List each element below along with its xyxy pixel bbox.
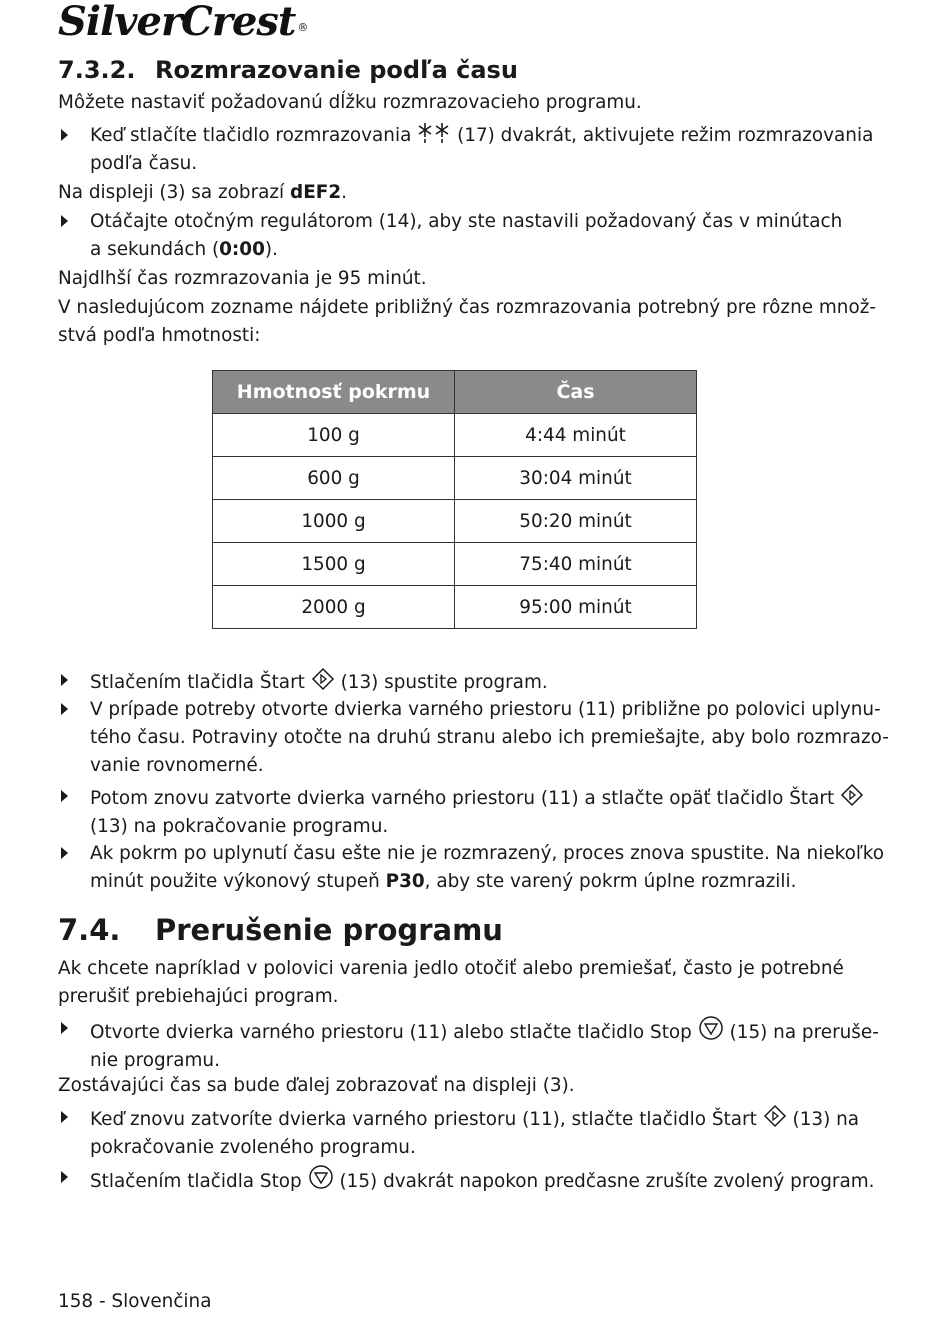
bullet-resume-program: Keď znovu zatvoríte dvierka varného priestoru (11), stlačte tlačidlo Štart (13) na pokračovanie zvoleného programu. <box>58 1104 868 1162</box>
weight-cell: 1500 g <box>213 543 455 586</box>
table-row <box>213 414 697 457</box>
section-heading-7-3-2: 7.3.2. Rozmrazovanie podľa času <box>58 56 518 84</box>
time-cell: 30:04 minút <box>455 457 697 500</box>
bullet-stop-program: Otvorte dvierka varného priestoru (11) alebo stlačte tlačidlo Stop (15) na preruše- nie programu. <box>58 1015 868 1075</box>
bullet-start-program: Stlačením tlačidla Štart (13) spustite program. <box>58 667 868 697</box>
bullet-rotate-knob: Otáčajte otočným regulátorom (14), aby ste nastavili požadovaný čas v minútach a sekundách (0:00). <box>58 208 868 264</box>
time-cell: 4:44 minút <box>455 414 697 457</box>
table-row <box>213 457 697 500</box>
defrost-time-table <box>212 370 697 629</box>
header-time: Čas <box>455 371 697 414</box>
time-cell: 95:00 minút <box>455 586 697 629</box>
weight-cell: 1000 g <box>213 500 455 543</box>
remaining-time-paragraph: Zostávajúci čas sa bude ďalej zobrazovať na displeji (3). <box>58 1075 575 1096</box>
bullet-defrost-step: Keď stlačíte tlačidlo rozmrazovania (17) dvakrát, aktivujete režim rozmrazovania podľa času. <box>58 122 868 178</box>
start-icon <box>763 1104 787 1128</box>
table-row <box>213 543 697 586</box>
bullet-repeat-process: Ak pokrm po uplynutí času ešte nie je rozmrazený, proces znova spustite. Na niekoľko minút použite výkonový stupeň P30, aby ste varený pokrm úplne rozmrazili. <box>58 840 868 896</box>
defrost-icon <box>417 122 451 144</box>
display-paragraph: Na displeji (3) sa zobrazí dEF2. <box>58 182 347 203</box>
weight-cell: 100 g <box>213 414 455 457</box>
start-icon <box>840 783 864 807</box>
intro-paragraph: Môžete nastaviť požadovanú dĺžku rozmrazovacieho programu. <box>58 92 642 113</box>
section-heading-7-4: 7.4. Prerušenie programu <box>58 913 503 947</box>
page-footer: 158 - Slovenčina <box>58 1291 212 1312</box>
list-intro-paragraph: V nasledujúcom zozname nájdete približný čas rozmrazovania potrebný pre rôzne množ- stvá podľa hmotnosti: <box>58 297 877 346</box>
max-time-paragraph: Najdlhší čas rozmrazovania je 95 minút. <box>58 268 427 289</box>
table-header-row <box>213 371 697 414</box>
weight-cell: 600 g <box>213 457 455 500</box>
brand-logo: SilverCrest ® <box>58 0 308 45</box>
start-icon <box>311 667 335 691</box>
time-cell: 50:20 minút <box>455 500 697 543</box>
bullet-cancel-program: Stlačením tlačidla Stop (15) dvakrát napokon predčasne zrušíte zvolený program. <box>58 1164 868 1196</box>
time-cell: 75:40 minút <box>455 543 697 586</box>
table-row <box>213 500 697 543</box>
header-weight: Hmotnosť pokrmu <box>213 371 455 414</box>
stop-icon <box>698 1015 724 1041</box>
bullet-close-door: Potom znovu zatvorte dvierka varného priestoru (11) a stlačte opäť tlačidlo Štart (13) na pokračovanie programu. <box>58 783 868 841</box>
stop-icon <box>308 1164 334 1190</box>
interrupt-intro-paragraph: Ak chcete napríklad v polovici varenia jedlo otočiť alebo premiešať, často je potrebné prerušiť prebiehajúci program. <box>58 958 844 1007</box>
weight-cell: 2000 g <box>213 586 455 629</box>
bullet-turn-food: V prípade potreby otvorte dvierka varného priestoru (11) približne po polovici uplynu- tého času. Potraviny otočte na druhú stranu alebo ich premiešajte, aby bolo rozmrazo- vanie rovnomerné. <box>58 696 868 780</box>
table-row <box>213 586 697 629</box>
